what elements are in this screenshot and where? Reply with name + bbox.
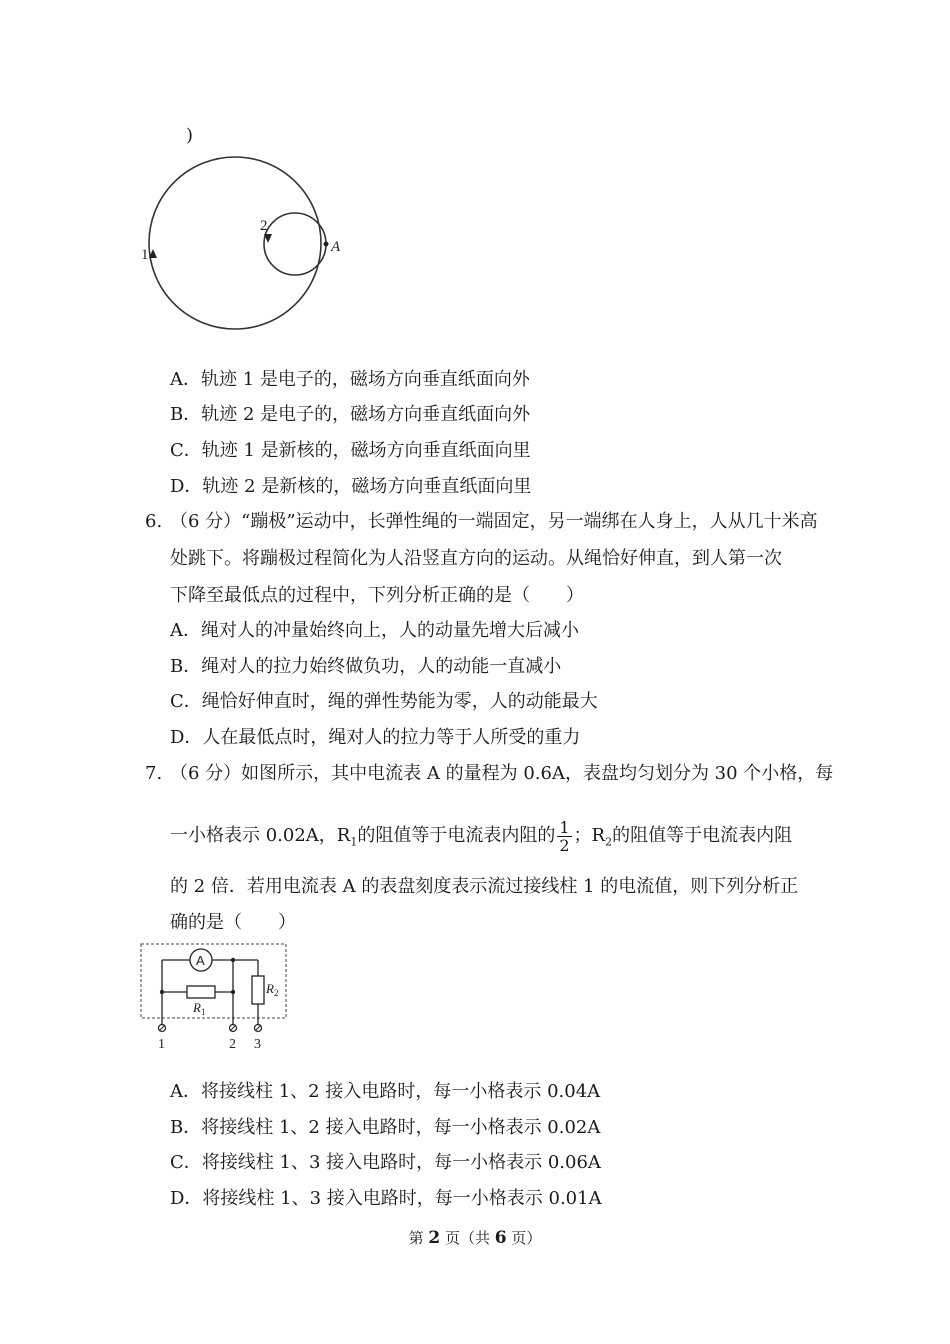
page-footer <box>0 1227 950 1248</box>
fraction-numerator: 1 <box>559 817 570 837</box>
q6-option-d[interactable]: D．人在最低点时，绳对人的拉力等于人所受的重力 <box>170 727 581 748</box>
r2-label: $R_2$ <box>266 981 279 998</box>
trajectory-2-label: 2 <box>260 218 268 234</box>
q7-stem-line-2 <box>170 816 792 863</box>
q7-line2-part-a: 一小格表示 0.02A，R <box>170 825 351 846</box>
q6-stem-line-2: 处跳下。将蹦极过程简化为人沿竖直方向的运动。从绳恰好伸直，到人第一次 <box>170 548 782 569</box>
trajectory-1-label: 1 <box>141 247 149 263</box>
q7-line2-part-d: 的阻值等于电流表内阻 <box>612 825 793 846</box>
q7-option-b[interactable]: B．将接线柱 1、2 接入电路时，每一小格表示 0.02A <box>170 1117 601 1138</box>
question-stem-fragment: ) <box>186 125 194 146</box>
trajectory-2-circle <box>264 213 326 275</box>
circuit-diagram <box>135 940 295 1055</box>
q5-option-a[interactable]: A．轨迹 1 是电子的，磁场方向垂直纸面向外 <box>170 369 530 390</box>
footer-prefix: 第 <box>408 1229 429 1247</box>
q5-option-b[interactable]: B．轨迹 2 是电子的，磁场方向垂直纸面向外 <box>170 404 531 425</box>
q7-stem-line-3: 的 2 倍．若用电流表 A 的表盘刻度表示流过接线柱 1 的电流值，则下列分析正 <box>170 876 799 897</box>
q5-option-c[interactable]: C．轨迹 1 是新核的，磁场方向垂直纸面向里 <box>170 440 531 461</box>
q6-option-a[interactable]: A．绳对人的冲量始终向上，人的动量先增大后减小 <box>170 620 579 641</box>
point-a-dot <box>324 242 329 247</box>
ammeter-label: A <box>196 953 205 968</box>
q5-option-d[interactable]: D．轨迹 2 是新核的，磁场方向垂直纸面向里 <box>170 476 532 497</box>
q7-option-c[interactable]: C．将接线柱 1、3 接入电路时，每一小格表示 0.06A <box>170 1152 601 1173</box>
resistor-r2-icon <box>252 976 264 1004</box>
q7-line2-part-b: 的阻值等于电流表内阻的 <box>357 825 556 846</box>
trajectory-1-circle <box>149 157 321 329</box>
q6-stem-line-1: （6 分）“蹦极”运动中，长弹性绳的一端固定，另一端绑在人身上，人从几十米高 <box>170 511 818 532</box>
q6-stem-line-3: 下降至最低点的过程中，下列分析正确的是（ ） <box>170 585 584 606</box>
point-a-label: A <box>331 239 341 255</box>
q7-line2-part-c: ；R <box>573 825 606 846</box>
page-number: 2 <box>428 1228 441 1248</box>
r1-subscript: 1 <box>350 835 358 849</box>
q6-option-b[interactable]: B．绳对人的拉力始终做负功，人的动能一直减小 <box>170 656 562 677</box>
q6-number: 6. <box>145 511 163 532</box>
total-pages: 6 <box>494 1228 507 1248</box>
footer-suffix: 页） <box>506 1229 542 1247</box>
q6-option-c[interactable]: C．绳恰好伸直时，绳的弹性势能为零，人的动能最大 <box>170 691 598 712</box>
q7-stem-line-1: （6 分）如图所示，其中电流表 A 的量程为 0.6A，表盘均匀划分为 30 个小格，每 <box>170 763 834 784</box>
trajectory-figure <box>135 150 355 340</box>
terminal-3-label: 3 <box>254 1037 261 1052</box>
r2-subscript: 2 <box>605 835 613 849</box>
terminal-2-label: 2 <box>229 1037 236 1052</box>
r1-label: $R_1$ <box>193 1000 206 1017</box>
q7-number: 7. <box>145 763 163 784</box>
resistor-r1-icon <box>187 986 215 998</box>
q7-option-d[interactable]: D．将接线柱 1、3 接入电路时，每一小格表示 0.01A <box>170 1188 602 1209</box>
footer-mid: 页（共 <box>440 1229 495 1247</box>
fraction-denominator: 2 <box>559 835 570 855</box>
q7-stem-line-4: 确的是（ ） <box>170 912 296 933</box>
q7-option-a[interactable]: A．将接线柱 1、2 接入电路时，每一小格表示 0.04A <box>170 1081 601 1102</box>
terminal-1-label: 1 <box>158 1037 165 1052</box>
one-half-fraction <box>557 819 571 854</box>
